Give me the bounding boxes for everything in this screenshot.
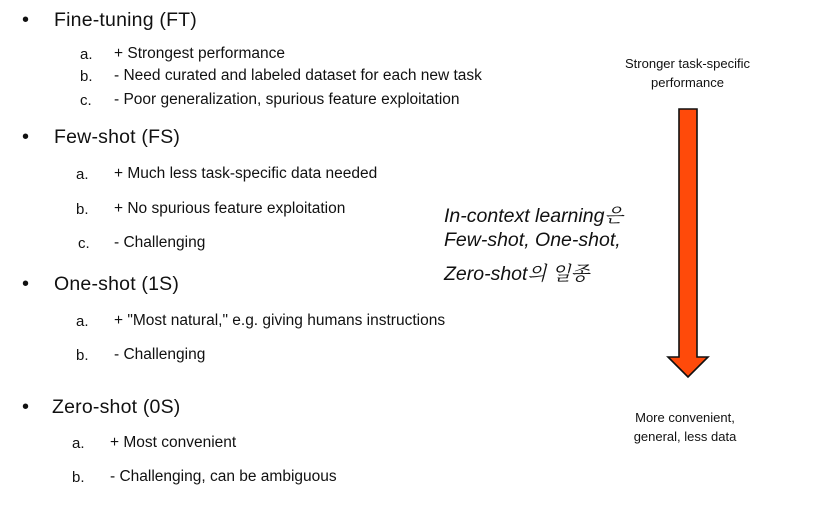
item-letter: a. bbox=[76, 313, 89, 330]
item-letter: c. bbox=[78, 235, 90, 252]
item-letter: b. bbox=[80, 68, 93, 85]
item-text: - Poor generalization, spurious feature exploitation bbox=[114, 91, 460, 108]
bullet: • bbox=[22, 273, 30, 295]
annotation-line: Zero-shot의 일종 bbox=[444, 263, 590, 285]
item-text: - Challenging, can be ambiguous bbox=[110, 468, 337, 485]
item-text: - Challenging bbox=[114, 234, 206, 251]
item-text: + Most convenient bbox=[110, 434, 237, 451]
item-letter: a. bbox=[72, 435, 85, 452]
annotation-line: In-context learning은 bbox=[444, 205, 624, 227]
item-text: + Strongest performance bbox=[114, 45, 286, 62]
item-letter: a. bbox=[80, 46, 93, 63]
down-arrow-icon bbox=[660, 105, 716, 381]
arrow-top-label-line: Stronger task-specific bbox=[625, 56, 750, 71]
section-title: Zero-shot (0S) bbox=[52, 396, 181, 418]
item-letter: b. bbox=[72, 469, 85, 486]
bullet: • bbox=[22, 9, 30, 31]
section-title: Fine-tuning (FT) bbox=[54, 9, 197, 31]
bullet: • bbox=[22, 126, 30, 148]
arrow-bottom-label bbox=[600, 408, 770, 446]
bullet: • bbox=[22, 396, 30, 418]
arrow-bottom-label-line: More convenient, bbox=[635, 410, 735, 425]
item-text: + Much less task-specific data needed bbox=[114, 165, 378, 182]
arrow-top-label bbox=[605, 54, 770, 92]
item-letter: a. bbox=[76, 166, 89, 183]
item-letter: b. bbox=[76, 347, 89, 364]
item-letter: b. bbox=[76, 201, 89, 218]
annotation-line: Few-shot, One-shot, bbox=[444, 229, 621, 251]
section-title: One-shot (1S) bbox=[54, 273, 180, 295]
arrow-bottom-label-line: general, less data bbox=[633, 429, 737, 444]
item-text: + "Most natural," e.g. giving humans instructions bbox=[114, 312, 446, 329]
item-text: - Challenging bbox=[114, 346, 206, 363]
item-text: + No spurious feature exploitation bbox=[114, 200, 346, 217]
item-letter: c. bbox=[80, 92, 92, 109]
arrow-top-label-line: performance bbox=[651, 75, 724, 90]
section-title: Few-shot (FS) bbox=[54, 126, 181, 148]
item-text: - Need curated and labeled dataset for each new task bbox=[114, 67, 482, 84]
